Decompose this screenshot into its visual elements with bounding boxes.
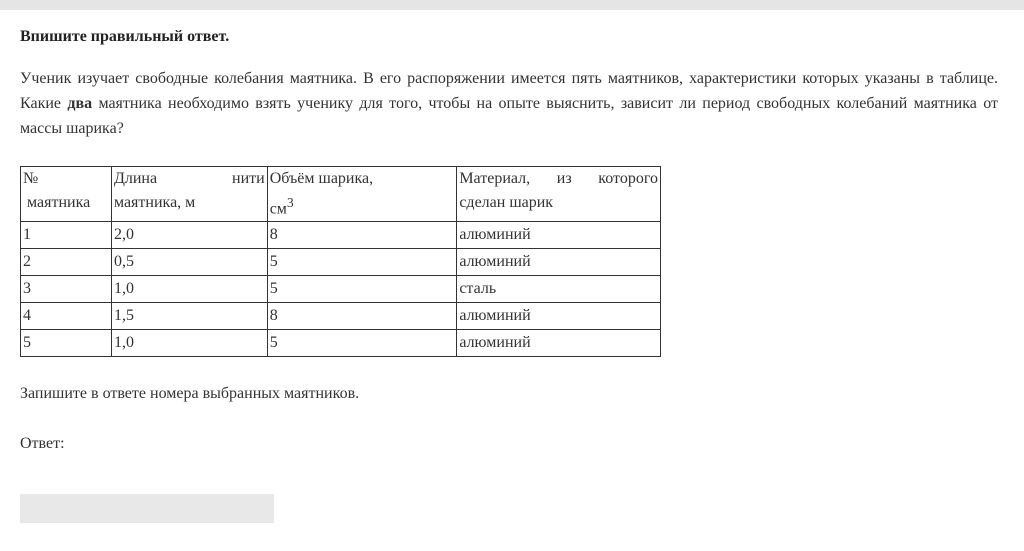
cell-length: 1,0	[111, 276, 267, 303]
cell-length: 2,0	[111, 222, 267, 249]
cell-volume: 5	[267, 330, 457, 357]
pendulum-table	[20, 166, 661, 357]
question-part1: Ученик изучает свободные колебания маятника. В его распоряжении имеется пять маятников, характеристики которых указаны в таблице. Какие	[20, 70, 998, 112]
cell-number: 2	[21, 249, 112, 276]
header-number	[21, 167, 112, 222]
header-volume	[267, 167, 457, 222]
question-emphasis: два	[67, 95, 93, 112]
cell-number: 1	[21, 222, 112, 249]
cell-volume: 5	[267, 276, 457, 303]
header-text: маятника, м	[113, 194, 196, 211]
cell-material: сталь	[457, 276, 661, 303]
answer-label: Ответ:	[20, 435, 65, 452]
cell-length: 1,5	[111, 303, 267, 330]
table-row	[21, 249, 661, 276]
table-row	[21, 276, 661, 303]
cell-material: алюминий	[457, 303, 661, 330]
cell-material: алюминий	[457, 330, 661, 357]
instruction-heading: Впишите правильный ответ.	[20, 28, 230, 45]
header-text: см	[269, 200, 287, 218]
header-length	[111, 167, 267, 222]
table-row	[21, 330, 661, 357]
table-row	[21, 222, 661, 249]
cell-number: 5	[21, 330, 112, 357]
cell-length: 0,5	[111, 249, 267, 276]
table-header-row	[21, 167, 661, 222]
answer-input[interactable]	[20, 494, 274, 523]
header-text: сделан шарик	[459, 194, 554, 211]
footer-instruction: Запишите в ответе номера выбранных маятников.	[20, 385, 360, 402]
header-text: Объём шарика,	[269, 170, 374, 187]
header-material	[457, 167, 661, 222]
header-superscript: 3	[286, 195, 294, 210]
cell-volume: 5	[267, 249, 457, 276]
top-bar	[0, 0, 1024, 10]
table-row	[21, 303, 661, 330]
header-text: маятника	[27, 194, 91, 211]
cell-number: 4	[21, 303, 112, 330]
cell-material: алюминий	[457, 222, 661, 249]
cell-volume: 8	[267, 222, 457, 249]
cell-volume: 8	[267, 303, 457, 330]
header-text: Длина нити	[113, 170, 265, 187]
cell-material: алюминий	[457, 249, 661, 276]
question-text	[20, 66, 998, 141]
header-text: Материал, из которого	[459, 170, 658, 187]
cell-number: 3	[21, 276, 112, 303]
cell-length: 1,0	[111, 330, 267, 357]
header-text: №	[23, 170, 39, 187]
question-part2: маятника необходимо взять ученику для того, чтобы на опыте выяснить, зависит ли период свободных колебаний маятника от массы шарика?	[20, 95, 999, 137]
